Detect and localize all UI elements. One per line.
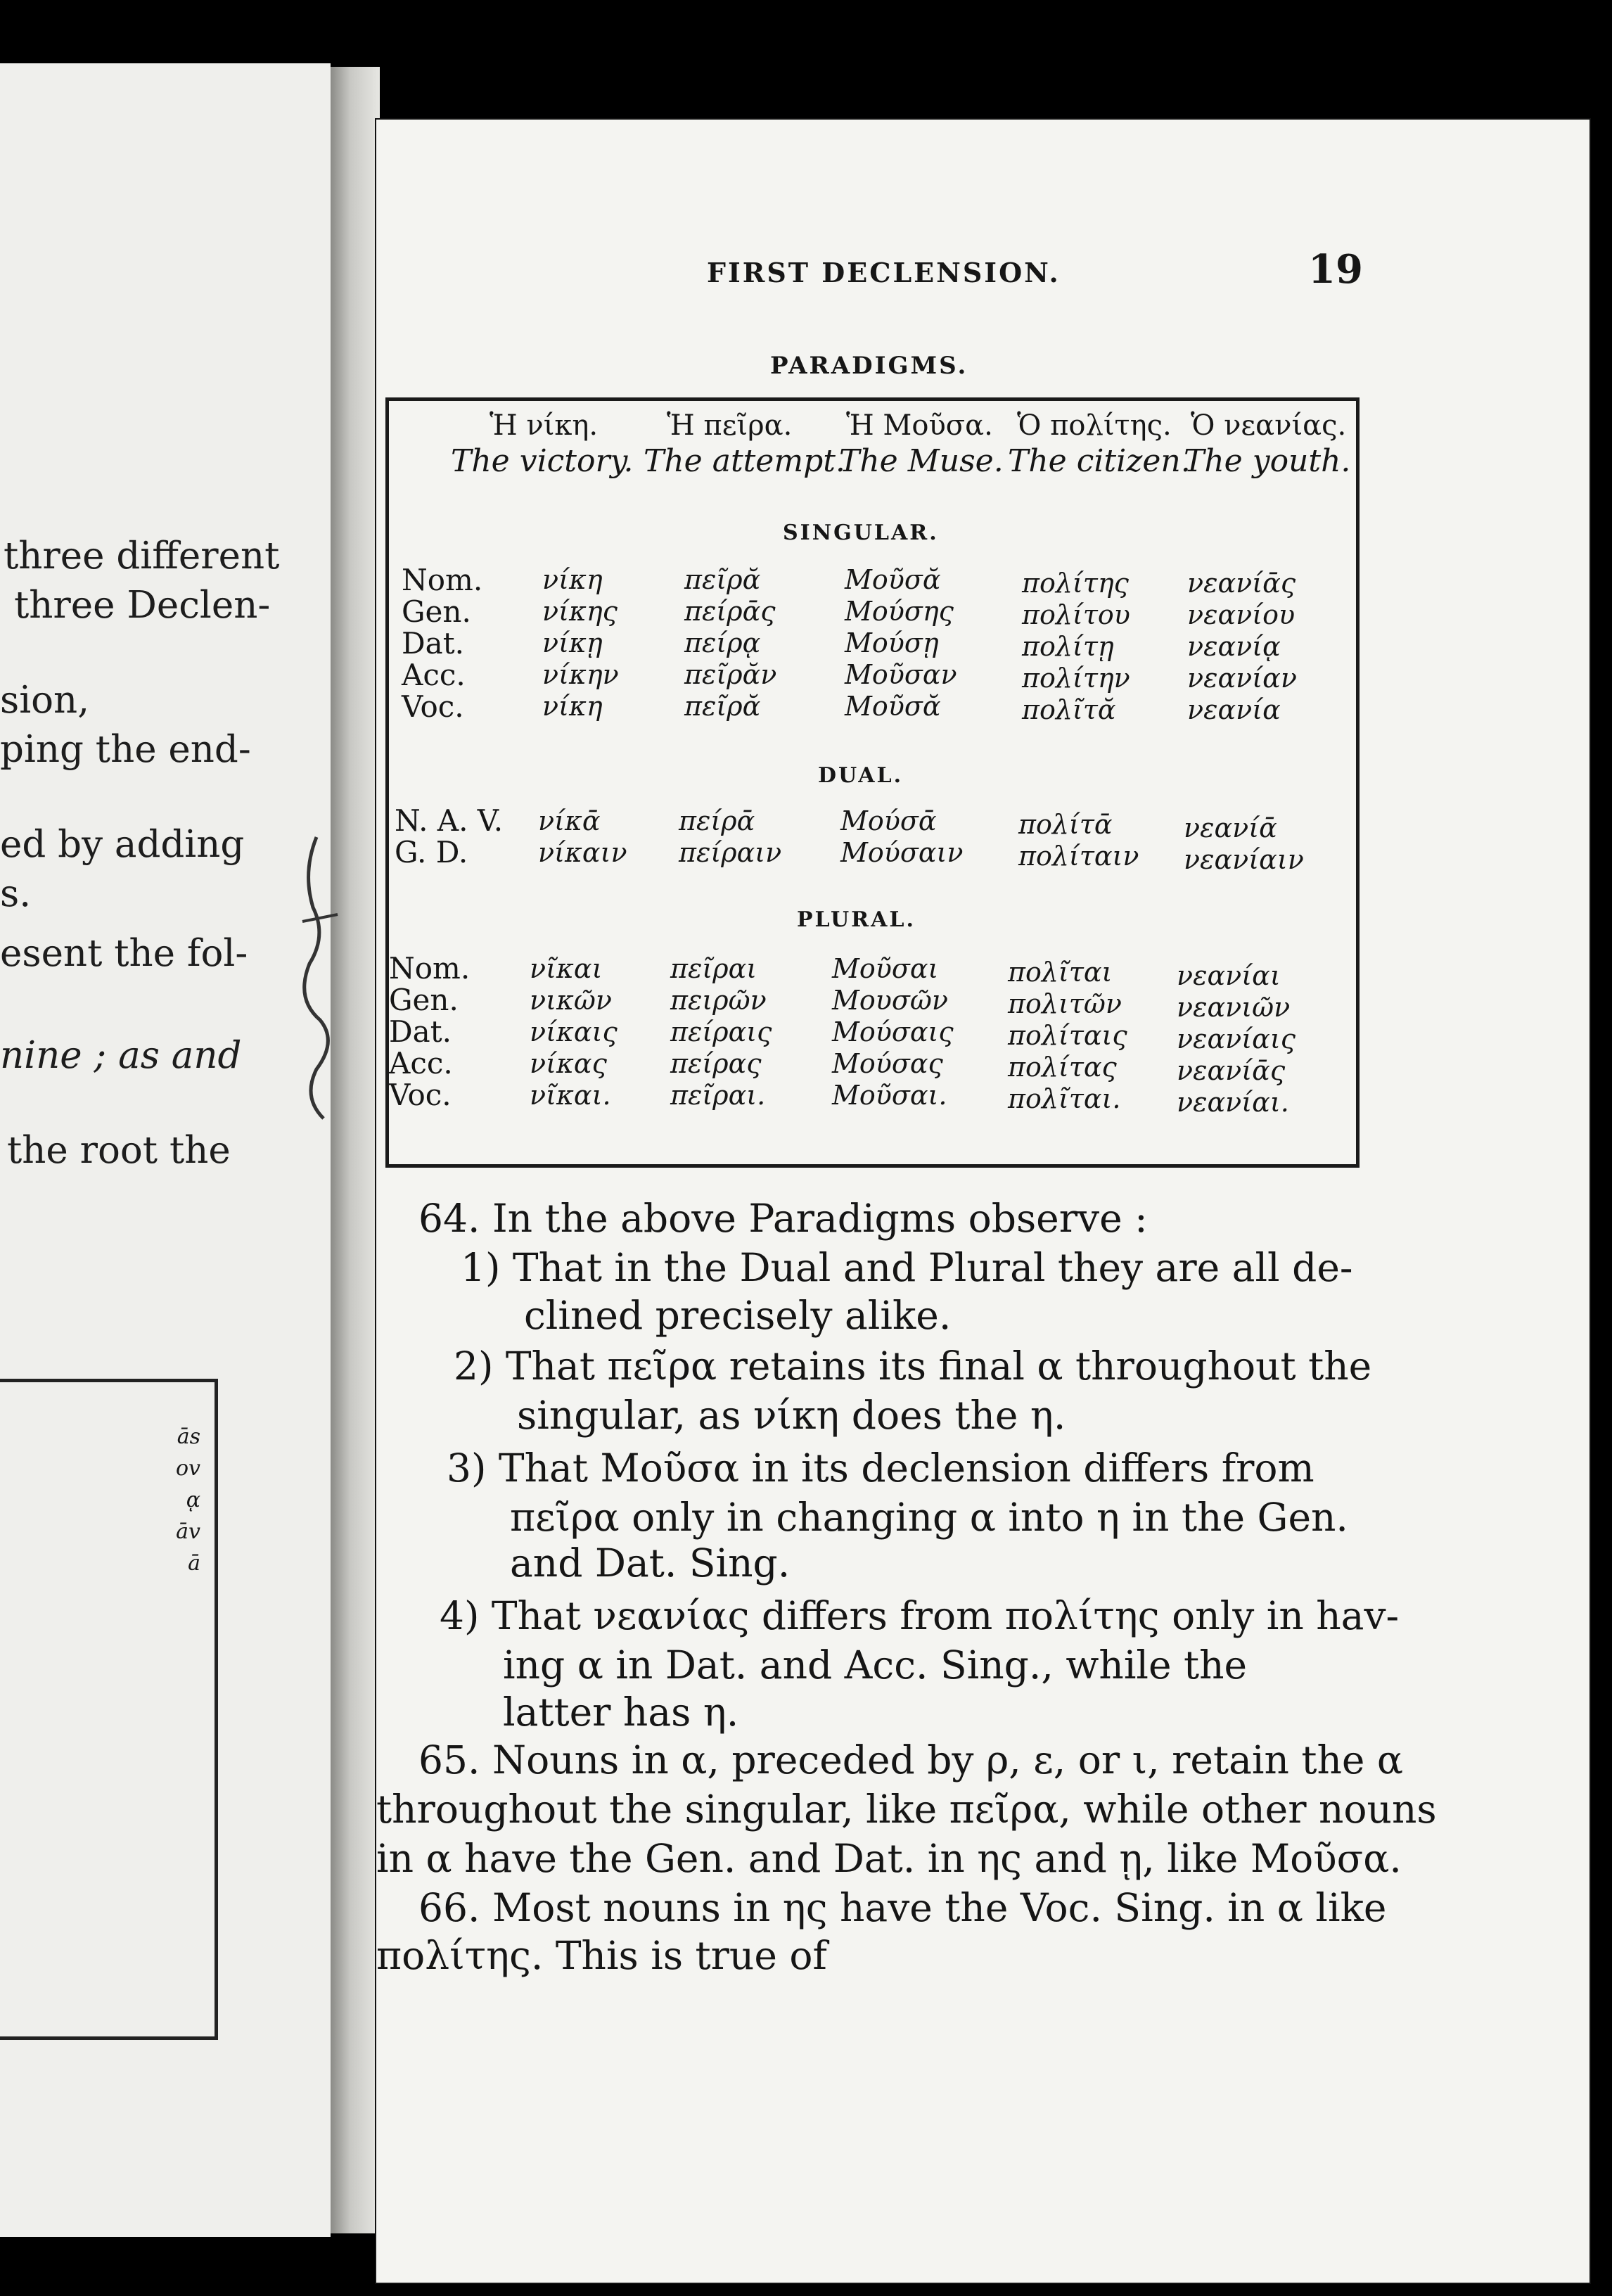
observation-1-line: 1) That in the Dual and Plural they are all de-: [461, 1245, 1353, 1290]
form-cell: νεανίᾱ: [1184, 812, 1277, 843]
column-header-greek: Ἡ Μοῦσα.: [846, 409, 993, 442]
form-cell: πείρᾱ: [679, 805, 755, 836]
form-cell: Μούσης: [845, 596, 954, 627]
observation-4-line: 4) That νεανίας differs from πολίτης only in hav-: [440, 1593, 1400, 1638]
column-header-greek: Ὁ πολίτης.: [1017, 409, 1172, 442]
form-cell: πείρᾳ: [684, 627, 761, 658]
observation-2-line: singular, as νίκη does the η.: [517, 1393, 1066, 1438]
ending-cell: ᾳ: [186, 1488, 200, 1512]
page-number: 19: [1308, 246, 1363, 293]
form-cell: νῖκαι.: [530, 1080, 611, 1111]
table-title: PARADIGMS.: [770, 352, 968, 380]
left-text-fragment: s.: [0, 872, 32, 915]
form-cell: Μοῦσαν: [845, 659, 957, 690]
form-cell: Μούσῃ: [845, 627, 939, 658]
form-cell: νίκαις: [530, 1016, 618, 1047]
section-66-line: 66. Most nouns in ης have the Voc. Sing. in α like: [418, 1885, 1387, 1930]
form-cell: Μοῦσαι.: [832, 1080, 947, 1111]
case-label: N. A. V.: [395, 803, 504, 838]
column-header-english: The citizen.: [1008, 443, 1191, 479]
form-cell: νίκη: [542, 564, 603, 595]
left-text-fragment: three Declen-: [14, 584, 271, 627]
form-cell: νεανίαι.: [1177, 1087, 1289, 1118]
paradigms-table: [385, 397, 1360, 1168]
form-cell: Μουσῶν: [832, 985, 948, 1016]
column-header-greek: Ἡ νίκη.: [490, 409, 599, 442]
form-cell: νίκη: [542, 691, 603, 722]
form-cell: Μούσαιν: [840, 837, 964, 868]
right-page: [376, 120, 1589, 2283]
case-label: Dat.: [402, 626, 464, 661]
form-cell: νεανίαν: [1187, 663, 1297, 694]
form-cell: νεανίαι: [1177, 960, 1281, 991]
ending-cell: ās: [177, 1424, 200, 1449]
ending-cell: āv: [176, 1519, 200, 1544]
section-66-line: πολίτης. This is true of: [376, 1933, 827, 1978]
ending-cell: ā: [188, 1551, 200, 1576]
form-cell: Μοῦσαι: [832, 953, 939, 984]
pencil-scribble-icon: [288, 830, 352, 1125]
left-text-fragment: nine ; as and: [0, 1034, 242, 1077]
form-cell: νεανιῶν: [1177, 992, 1291, 1023]
form-cell: πείρᾱς: [684, 596, 776, 627]
column-header-english: The attempt.: [644, 443, 845, 479]
form-cell: νίκης: [542, 596, 618, 627]
form-cell: πολίτου: [1022, 599, 1130, 630]
form-cell: πείρας: [670, 1048, 762, 1079]
form-cell: νῖκαι: [530, 953, 603, 984]
form-cell: Μούσαις: [832, 1016, 954, 1047]
form-cell: πολιτῶν: [1008, 988, 1122, 1019]
form-cell: νεανίᾳ: [1187, 631, 1281, 662]
column-header-greek: Ὁ νεανίας.: [1191, 409, 1347, 442]
form-cell: πεῖρᾰ: [684, 564, 761, 595]
case-label: Gen.: [402, 594, 471, 629]
form-cell: πεῖρᾰ: [684, 691, 761, 722]
section-label-singular: SINGULAR.: [783, 521, 939, 545]
form-cell: πολίτᾱ: [1018, 809, 1113, 840]
form-cell: Μούσᾱ: [840, 805, 937, 836]
left-text-fragment: sion,: [0, 679, 90, 722]
section-64-line: 64. In the above Paradigms observe :: [418, 1196, 1148, 1241]
left-text-fragment: esent the fol-: [0, 932, 248, 975]
left-text-fragment: three different: [4, 535, 280, 578]
case-label: G. D.: [395, 835, 468, 869]
case-label: Nom.: [389, 951, 471, 986]
case-label: Gen.: [389, 983, 459, 1017]
form-cell: πολίταις: [1008, 1020, 1127, 1051]
form-cell: νίκην: [542, 659, 619, 690]
form-cell: Μοῦσᾰ: [845, 564, 941, 595]
column-header-english: The victory.: [451, 443, 634, 479]
form-cell: πολίτης: [1022, 568, 1129, 599]
observation-3-line: πεῖρα only in changing α into η in the Gen.: [510, 1495, 1348, 1540]
form-cell: νίκας: [530, 1048, 607, 1079]
observation-1-line: clined precisely alike.: [524, 1293, 952, 1338]
form-cell: πολίταιν: [1018, 841, 1139, 872]
form-cell: Μοῦσᾰ: [845, 691, 941, 722]
observation-4-line: ing α in Dat. and Acc. Sing., while the: [503, 1643, 1248, 1688]
form-cell: πεῖραι.: [670, 1080, 766, 1111]
section-65-line: throughout the singular, like πεῖρα, while other nouns: [376, 1787, 1437, 1832]
form-cell: πείραις: [670, 1016, 772, 1047]
column-header-english: The youth.: [1184, 443, 1351, 479]
ending-cell: ov: [175, 1456, 200, 1481]
observation-3-line: 3) That Μοῦσα in its declension differs from: [447, 1446, 1314, 1491]
case-label: Acc.: [402, 658, 466, 692]
form-cell: νίκαιν: [538, 837, 627, 868]
section-label-plural: PLURAL.: [797, 907, 916, 932]
form-cell: πολίτας: [1008, 1052, 1117, 1083]
form-cell: νεανίαις: [1177, 1023, 1296, 1054]
form-cell: νίκῃ: [542, 627, 603, 658]
form-cell: νεανίου: [1187, 599, 1296, 630]
observation-4-line: latter has η.: [503, 1690, 739, 1735]
left-text-fragment: ed by adding: [0, 823, 245, 866]
form-cell: νεανία: [1187, 694, 1281, 725]
form-cell: νεανίᾱς: [1177, 1055, 1286, 1086]
observation-3-line: and Dat. Sing.: [510, 1541, 791, 1586]
case-label: Voc.: [389, 1078, 452, 1112]
left-page: [0, 63, 331, 2237]
form-cell: νίκᾱ: [538, 805, 601, 836]
column-header-english: The Muse.: [839, 443, 1004, 479]
form-cell: πείραιν: [679, 837, 782, 868]
form-cell: πολίτην: [1022, 663, 1130, 694]
form-cell: πολῖτᾰ: [1022, 694, 1116, 725]
left-endings-box: [0, 1379, 218, 2040]
section-65-line: in α have the Gen. and Dat. in ης and ῃ, like Μοῦσα.: [376, 1836, 1402, 1881]
case-label: Acc.: [389, 1046, 453, 1080]
observation-2-line: 2) That πεῖρα retains its final α throughout the: [454, 1344, 1372, 1389]
section-label-dual: DUAL.: [818, 763, 904, 788]
form-cell: πειρῶν: [670, 985, 767, 1016]
case-label: Dat.: [389, 1014, 452, 1049]
form-cell: πολίτῃ: [1022, 631, 1114, 662]
book-gutter: [331, 67, 380, 2233]
case-label: Nom.: [402, 563, 483, 597]
form-cell: πολῖται: [1008, 957, 1113, 988]
top-border: [0, 0, 1612, 55]
running-head: FIRST DECLENSION.: [707, 257, 1061, 288]
form-cell: Μούσας: [832, 1048, 943, 1079]
left-text-fragment: the root the: [7, 1129, 231, 1172]
section-65-line: 65. Nouns in α, preceded by ρ, ε, or ι, retain the α: [418, 1737, 1404, 1782]
form-cell: πεῖραι: [670, 953, 757, 984]
column-header-greek: Ἡ πεῖρα.: [667, 409, 793, 442]
form-cell: πεῖρᾰν: [684, 659, 777, 690]
form-cell: νεανίαιν: [1184, 844, 1304, 875]
case-label: Voc.: [402, 689, 464, 724]
form-cell: νικῶν: [530, 985, 613, 1016]
form-cell: πολῖται.: [1008, 1083, 1121, 1114]
left-text-fragment: ping the end-: [0, 728, 251, 771]
form-cell: νεανίᾱς: [1187, 568, 1296, 599]
